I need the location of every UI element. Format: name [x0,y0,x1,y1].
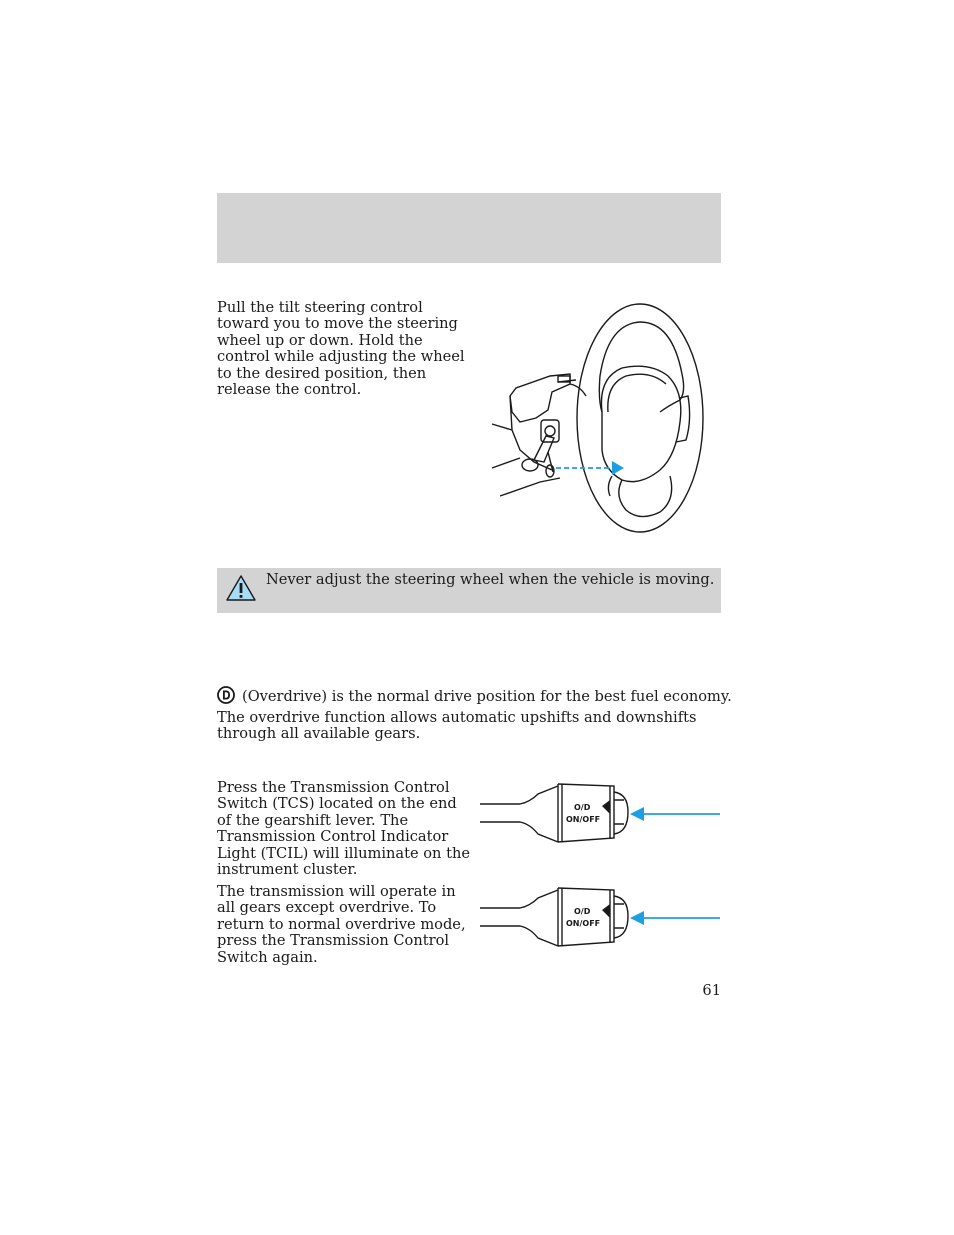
tcs-label-od-2: O/D [574,907,591,916]
overdrive-line-text: (Overdrive) is the normal drive position for the best fuel economy. [242,688,732,705]
tcs-return-paragraph: The transmission will operate in all gears except overdrive. To return to normal overdrive mode, press the Transmission Control Switch again. [217,883,466,966]
warning-box [217,568,721,613]
steering-wheel-illustration [490,300,710,536]
warning-triangle-icon [225,574,257,602]
overdrive-d-icon [217,686,235,704]
overdrive-line [217,686,732,706]
warning-text: Never adjust the steering wheel when the vehicle is moving. [266,571,715,588]
page-number: 61 [702,982,721,999]
tcs-label-onoff-1: ON/OFF [566,815,601,824]
tilt-steering-paragraph: Pull the tilt steering control toward you to move the steering wheel up or down. Hold the control while adjusting the wheel to the desired position, then release the control. [217,299,465,399]
tcs-label-onoff-2: ON/OFF [566,919,601,928]
tcs-switch-illustration-2 [478,884,723,950]
tcs-switch-illustration-1 [478,780,723,846]
tcs-press-paragraph: Press the Transmission Control Switch (TCS) located on the end of the gearshift lever. The Transmission Control Indicator Light (TCIL) will illuminate on the instrument cluster. [217,779,470,879]
tcs-label-od-1: O/D [574,803,591,812]
overdrive-function-paragraph: The overdrive function allows automatic upshifts and downshifts through all available gears. [217,709,697,743]
section-header-band [217,193,721,263]
